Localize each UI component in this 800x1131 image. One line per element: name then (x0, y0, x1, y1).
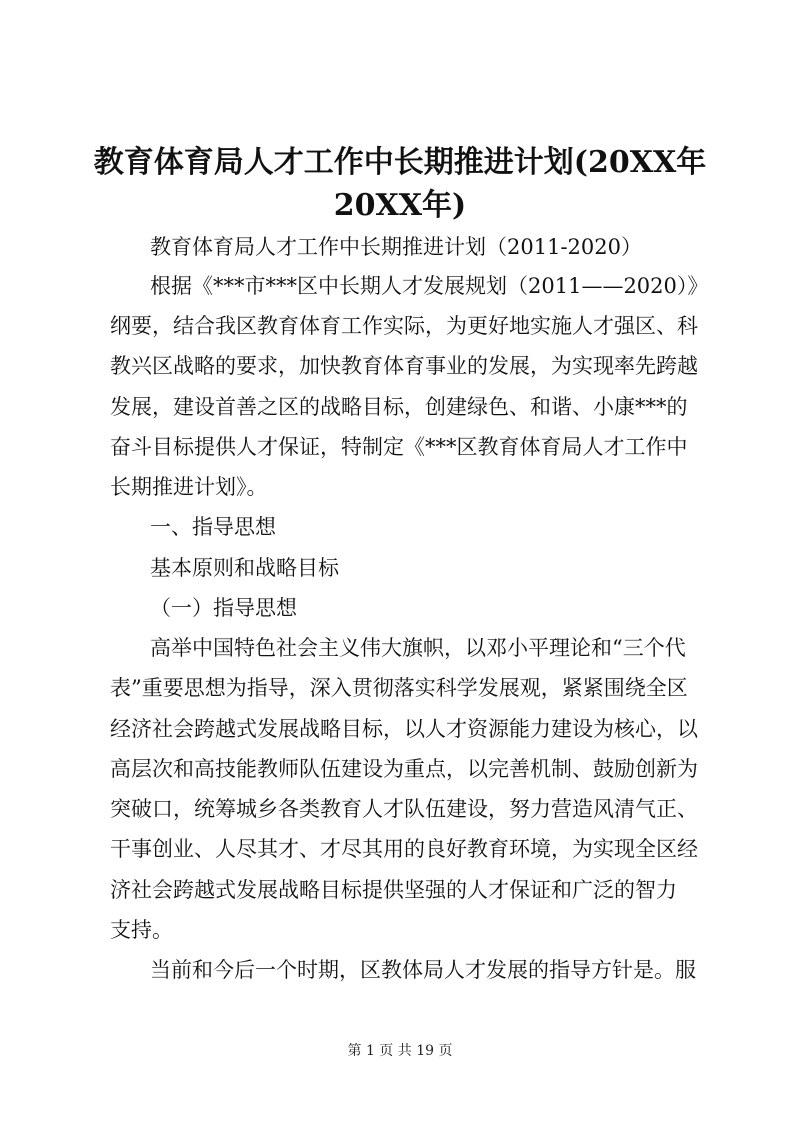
paragraph-line: 长期推进计划》。 (110, 475, 268, 499)
paragraph-line: 突破口，统筹城乡各类教育人才队伍建设，努力营造风清气正、 (110, 797, 698, 821)
paragraph-line: 表”重要思想为指导，深入贯彻落实科学发展观，紧紧围绕全区 (110, 676, 688, 700)
paragraph-line: 发展，建设首善之区的战略目标，创建绿色、和谐、小康***的 (110, 395, 688, 419)
paragraph-line: 高举中国特色社会主义伟大旗帜，以邓小平理论和“三个代 (150, 636, 686, 660)
paragraph-line: 支持。 (110, 918, 173, 942)
paragraph-line: 根据《***市***区中长期人才发展规划（2011——2020）》 (150, 274, 709, 298)
paragraph-line: 当前和今后一个时期，区教体局人才发展的指导方针是。服 (150, 958, 696, 982)
paragraph-line: 干事创业、人尽其才、才尽其用的良好教育环境，为实现全区经 (110, 837, 698, 861)
section-heading: 基本原则和战略目标 (150, 556, 339, 580)
paragraph-line: 高层次和高技能教师队伍建设为重点，以完善机制、鼓励创新为 (110, 757, 698, 781)
subsection-heading: （一）指导思想 (150, 596, 297, 620)
page-footer: 第 1 页 共 19 页 (347, 1043, 453, 1059)
paragraph-line: 教兴区战略的要求，加快教育体育事业的发展，为实现率先跨越 (110, 354, 698, 378)
paragraph-line: 奋斗目标提供人才保证，特制定《***区教育体育局人才工作中 (110, 435, 688, 459)
paragraph-line: 经济社会跨越式发展战略目标，以人才资源能力建设为核心，以 (110, 717, 698, 741)
section-heading: 一、指导思想 (150, 515, 276, 539)
document-title-line-1: 教育体育局人才工作中长期推进计划(20XX年 (93, 145, 707, 180)
paragraph-line: 济社会跨越式发展战略目标提供坚强的人才保证和广泛的智力 (110, 878, 677, 902)
document-title-line-2: 20XX年) (333, 188, 467, 223)
subtitle-line: 教育体育局人才工作中长期推进计划（2011-2020） (150, 235, 642, 259)
paragraph-line: 纲要，结合我区教育体育工作实际，为更好地实施人才强区、科 (110, 314, 698, 338)
